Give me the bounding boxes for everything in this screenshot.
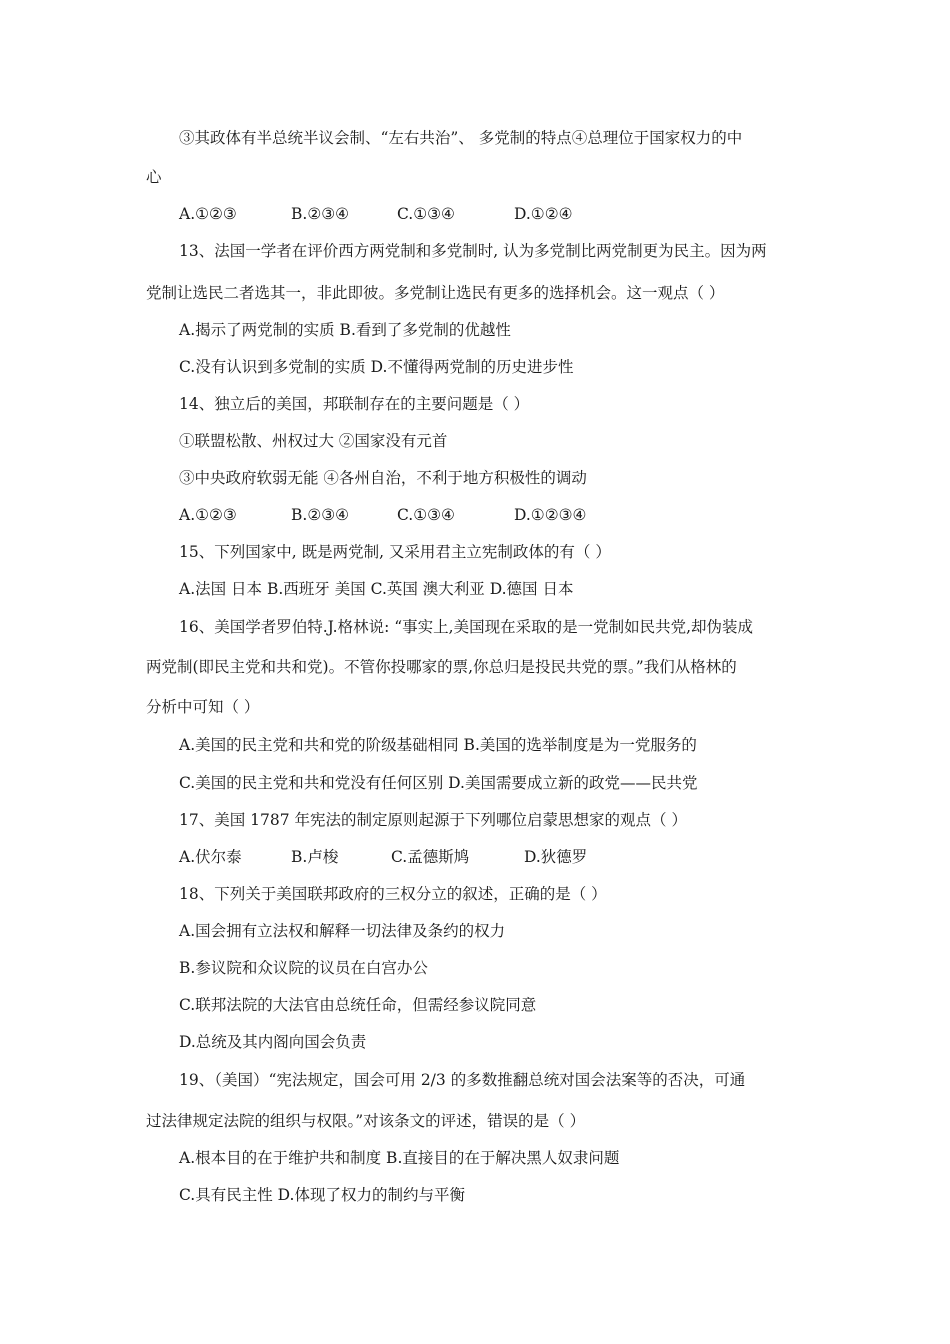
text-line: C.美国的民主党和共和党没有任何区别 D.美国需要成立新的政党——民共党 <box>179 774 698 792</box>
text-line: C.具有民主性 D.体现了权力的制约与平衡 <box>179 1186 465 1204</box>
text-line: D.总统及其内阁向国会负责 <box>179 1033 367 1051</box>
text-line: C.没有认识到多党制的实质 D.不懂得两党制的历史进步性 <box>179 358 574 376</box>
option-d: D.①②③④ <box>514 506 587 524</box>
text-line: ③中央政府软弱无能 ④各州自治，不利于地方积极性的调动 <box>179 469 587 487</box>
option-c: C.①③④ <box>397 205 455 223</box>
text-line: A.法国 日本 B.西班牙 美国 C.英国 澳大利亚 D.德国 日本 <box>179 580 574 598</box>
option-d: D.狄德罗 <box>524 848 588 866</box>
text-line: 分析中可知（ ） <box>146 698 260 716</box>
option-a: A.①②③ <box>179 205 237 223</box>
text-line: 党制让选民二者选其一，非此即彼。多党制让选民有更多的选择机会。这一观点（ ） <box>146 284 725 302</box>
text-line: A.揭示了两党制的实质 B.看到了多党制的优越性 <box>179 321 511 339</box>
question-14: 14、独立后的美国，邦联制存在的主要问题是（ ） <box>179 395 530 413</box>
text-line: ③其政体有半总统半议会制、“左右共治”、 多党制的特点④总理位于国家权力的中 <box>179 129 743 147</box>
text-line: ①联盟松散、州权过大 ②国家没有元首 <box>179 432 448 450</box>
text-line: C.联邦法院的大法官由总统任命，但需经参议院同意 <box>179 996 537 1014</box>
text-line: A.国会拥有立法权和解释一切法律及条约的权力 <box>179 922 506 940</box>
option-c: C.①③④ <box>397 506 455 524</box>
option-b: B.②③④ <box>291 205 350 223</box>
text-line: 过法律规定法院的组织与权限。”对该条文的评述，错误的是（ ） <box>146 1112 586 1130</box>
option-d: D.①②④ <box>514 205 573 223</box>
option-b: B.卢梭 <box>291 848 339 866</box>
question-16: 16、美国学者罗伯特.J.格林说: “事实上,美国现在采取的是一党制如民共党,却伪装成 <box>179 618 754 636</box>
question-13: 13、法国一学者在评价西方两党制和多党制时, 认为多党制比两党制更为民主。因为两 <box>179 242 767 260</box>
text-line: 两党制(即民主党和共和党)。不管你投哪家的票,你总归是投民共党的票。”我们从格林的 <box>146 658 737 676</box>
option-a: A.①②③ <box>179 506 237 524</box>
option-b: B.②③④ <box>291 506 350 524</box>
question-17: 17、美国 1787 年宪法的制定原则起源于下列哪位启蒙思想家的观点（ ） <box>179 811 687 829</box>
question-19: 19、（美国）“宪法规定，国会可用 2/3 的多数推翻总统对国会法案等的否决，可通 <box>179 1071 746 1089</box>
option-c: C.孟德斯鸠 <box>391 848 470 866</box>
question-15: 15、下列国家中, 既是两党制, 又采用君主立宪制政体的有（ ） <box>179 543 611 561</box>
option-a: A.伏尔泰 <box>179 848 242 866</box>
question-18: 18、下列关于美国联邦政府的三权分立的叙述，正确的是（ ） <box>179 885 607 903</box>
text-line: A.美国的民主党和共和党的阶级基础相同 B.美国的选举制度是为一党服务的 <box>179 736 697 754</box>
text-line: B.参议院和众议院的议员在白宫办公 <box>179 959 428 977</box>
text-line: 心 <box>146 168 162 186</box>
text-line: A.根本目的在于维护共和制度 B.直接目的在于解决黑人奴隶问题 <box>179 1149 620 1167</box>
